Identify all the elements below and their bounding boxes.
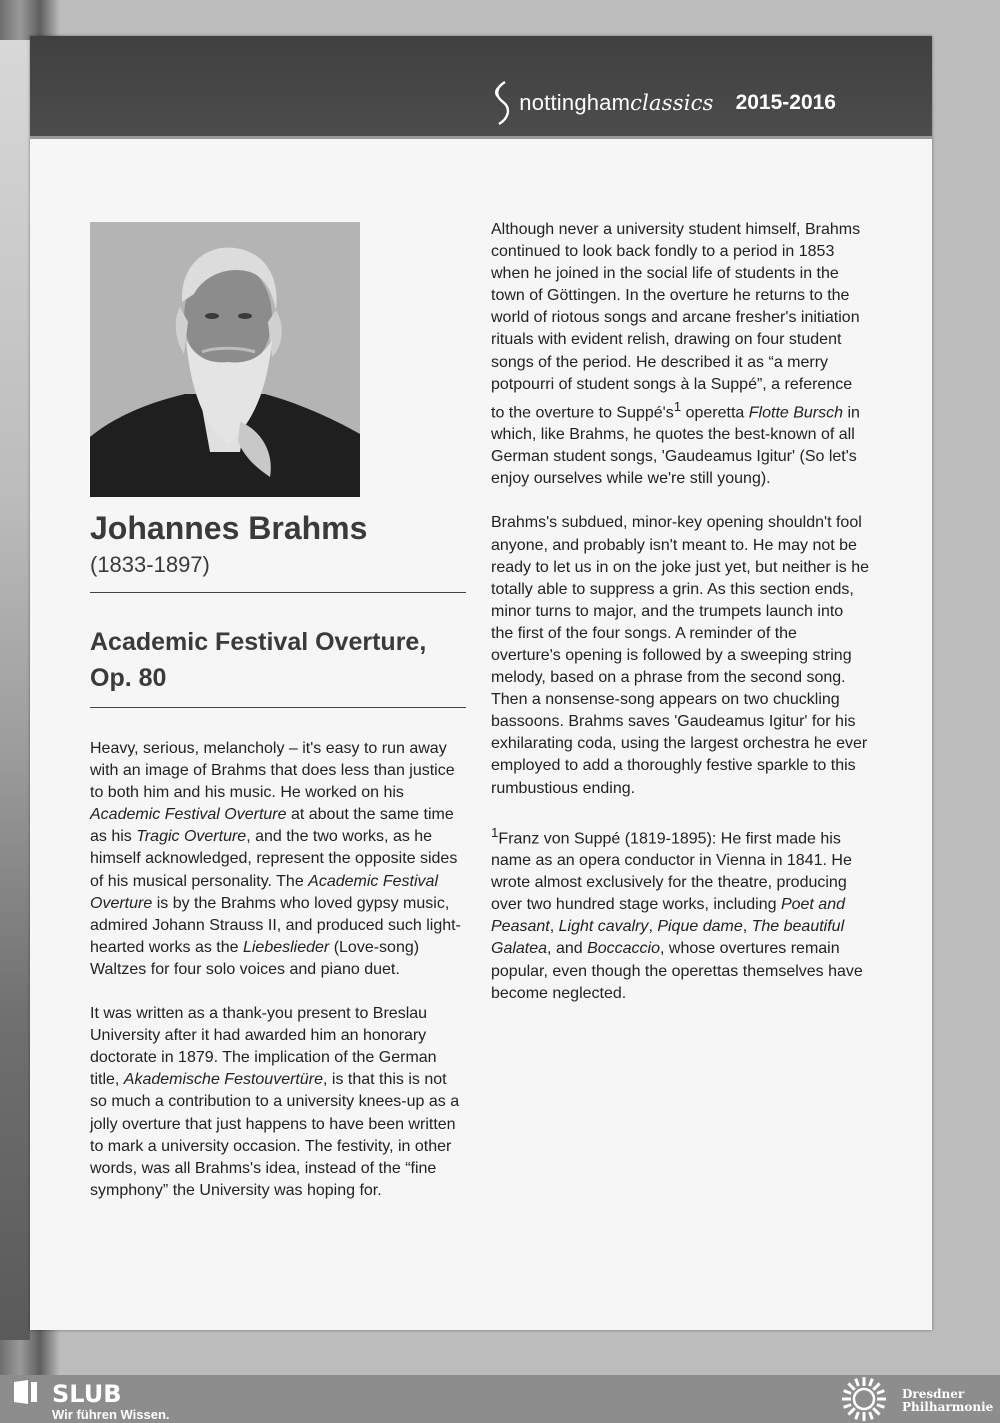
adjacent-page-strip	[0, 40, 30, 1340]
work-title: Academic Festival Overture, Op. 80	[90, 628, 427, 692]
divider	[90, 592, 466, 593]
programme-page	[30, 36, 932, 1330]
left-column	[90, 738, 462, 1224]
composer-portrait	[90, 222, 360, 497]
dresdner-philharmonie-sun-icon	[840, 1375, 888, 1423]
brand-lockup	[491, 80, 836, 126]
partner-name: Dresdner Philharmonie	[902, 1387, 994, 1414]
nottingham-classics-logo-icon	[491, 80, 515, 126]
footer-bar	[0, 1375, 1000, 1423]
brand-name: nottinghamclassics	[519, 90, 714, 115]
header-bar	[30, 36, 932, 136]
right-column	[491, 219, 869, 1027]
season-label: 2015-2016	[735, 91, 836, 114]
paragraph: Heavy, serious, melancholy – it's easy to run away with an image of Brahms that does less than justice to both him and his music. He worked on his Academic Festival Overture at about the same time as his Tragic Overture, and the two works, as he himself acknowledged, represent the opposite sides of his musical personality. The Academic Festival Overture is by the Brahms who loved gypsy music, admired Johann Strauss II, and produced such light-hearted works as the Liebeslieder (Love-song) Waltzes for four solo voices and piano duet.	[90, 740, 461, 978]
composer-dates: (1833-1897)	[90, 552, 210, 577]
slub-logo-icon	[12, 1378, 40, 1406]
divider	[90, 707, 466, 708]
paragraph: It was written as a thank-you present to Breslau University after it had awarded him an honorary doctorate in 1879. The implication of the German title, Akademische Festouvertüre, is that this is not so much a contribution to a university knees-up as a jolly overture that just happens to have been written to mark a university occasion. The festivity, in other words, was all Brahms's idea, instead of the “fine symphony” the University was hoping for.	[90, 1005, 460, 1199]
paragraph: Brahms's subdued, minor-key opening shouldn't fool anyone, and probably isn't meant to. He may not be ready to let us in on the joke just yet, but neither is he totally able to suppress a grin. As this section ends, minor turns to major, and the trumpets launch into the first of the four songs. A reminder of the overture's opening is followed by a sweeping string melody, based on a phrase from the second song. Then a nonsense-song appears on two chuckling bassoons. Brahms saves 'Gaudeamus Igitur' for his exhilarating coda, using the largest orchestra he ever employed to add a thoroughly festive sparkle to this rumbustious ending.	[491, 514, 869, 797]
footnote: $^1$Franz von Suppé (1819-1895): He first made his name as an opera conductor in Vienna in 1841. He wrote almost exclusively for the theatre, producing over two hundred stage works, including Poet and Peasant, Light cavalry, Pique dame, The beautiful Galatea, and Boccaccio, whose overtures remain popular, even though the operettas themselves have become neglected.	[491, 824, 863, 1002]
header-rule	[30, 136, 932, 139]
slub-name: SLUB	[52, 1380, 122, 1408]
composer-name: Johannes Brahms	[90, 510, 368, 546]
paragraph: Although never a university student himself, Brahms continued to look back fondly to a period in 1853 when he joined in the social life of students in the town of Göttingen. In the overture he returns to the world of riotous songs and arcane fresher's initiation rituals with evident relish, drawing on four student songs of the period. He described it as “a merry potpourri of student songs à la Suppé”, a reference to the overture to $Suppé's^1$ operetta Flotte Bursch in which, like Brahms, he quotes the best-known of all German student songs, 'Gaudeamus Igitur' (So let's enjoy ourselves while we're still young).	[491, 221, 861, 488]
slub-tagline: Wir führen Wissen.	[52, 1407, 170, 1422]
